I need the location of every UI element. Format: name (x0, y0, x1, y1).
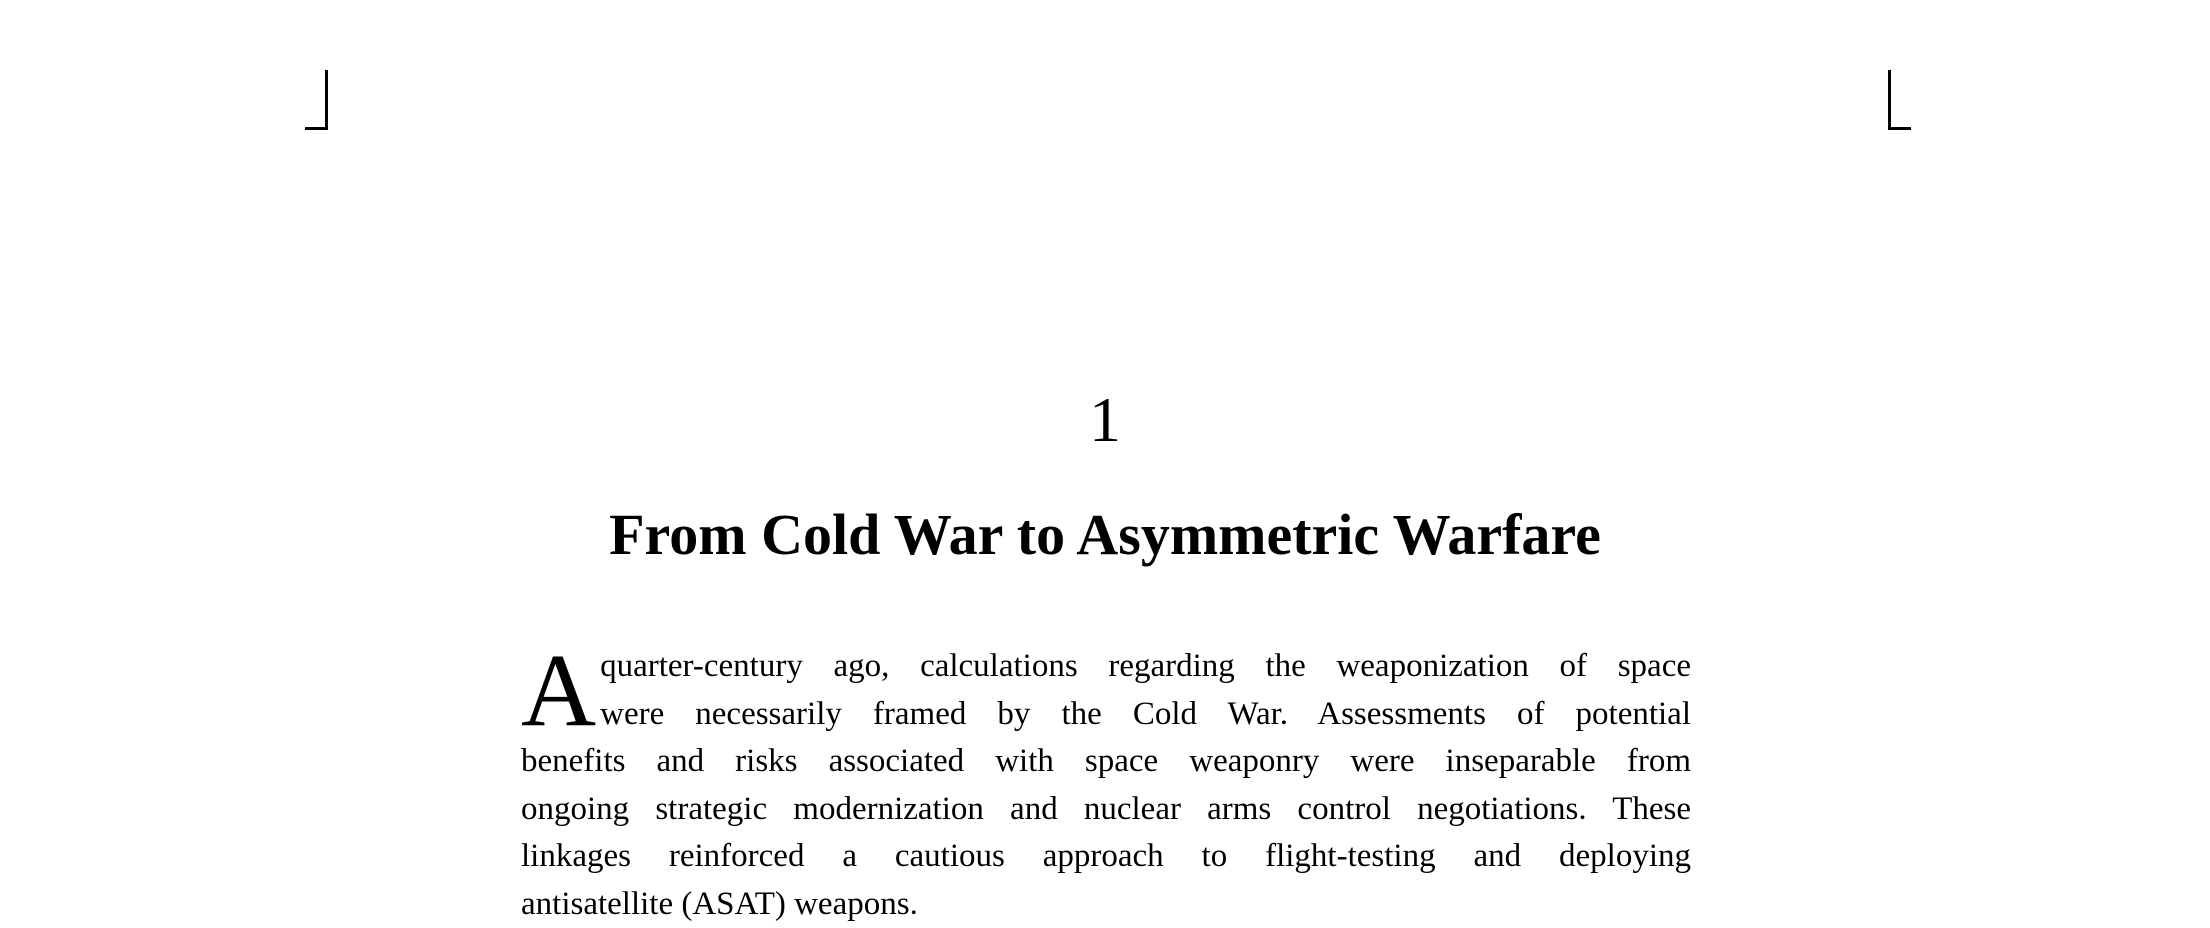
paragraph-line: antisatellite (ASAT) weapons. (521, 881, 1691, 928)
paragraph-line: linkages reinforced a cautious approach to flight-testing and deploying (521, 833, 1691, 881)
paragraph-line: were necessarily framed by the Cold War. Assessments of potential (521, 691, 1691, 739)
paragraph-line: ongoing strategic modernization and nuclear arms control negotiations. These (521, 786, 1691, 834)
paragraph-line: benefits and risks associated with space weaponry were inseparable from (521, 738, 1691, 786)
paragraph-line: quarter-century ago, calculations regarding the weaponization of space (521, 643, 1691, 691)
chapter-number: 1 (0, 380, 2210, 460)
chapter-title: From Cold War to Asymmetric Warfare (0, 500, 2210, 570)
drop-cap: A (521, 649, 596, 733)
body-paragraph (521, 643, 1691, 928)
crop-mark-right (1888, 70, 1911, 130)
crop-mark-left (305, 70, 328, 130)
